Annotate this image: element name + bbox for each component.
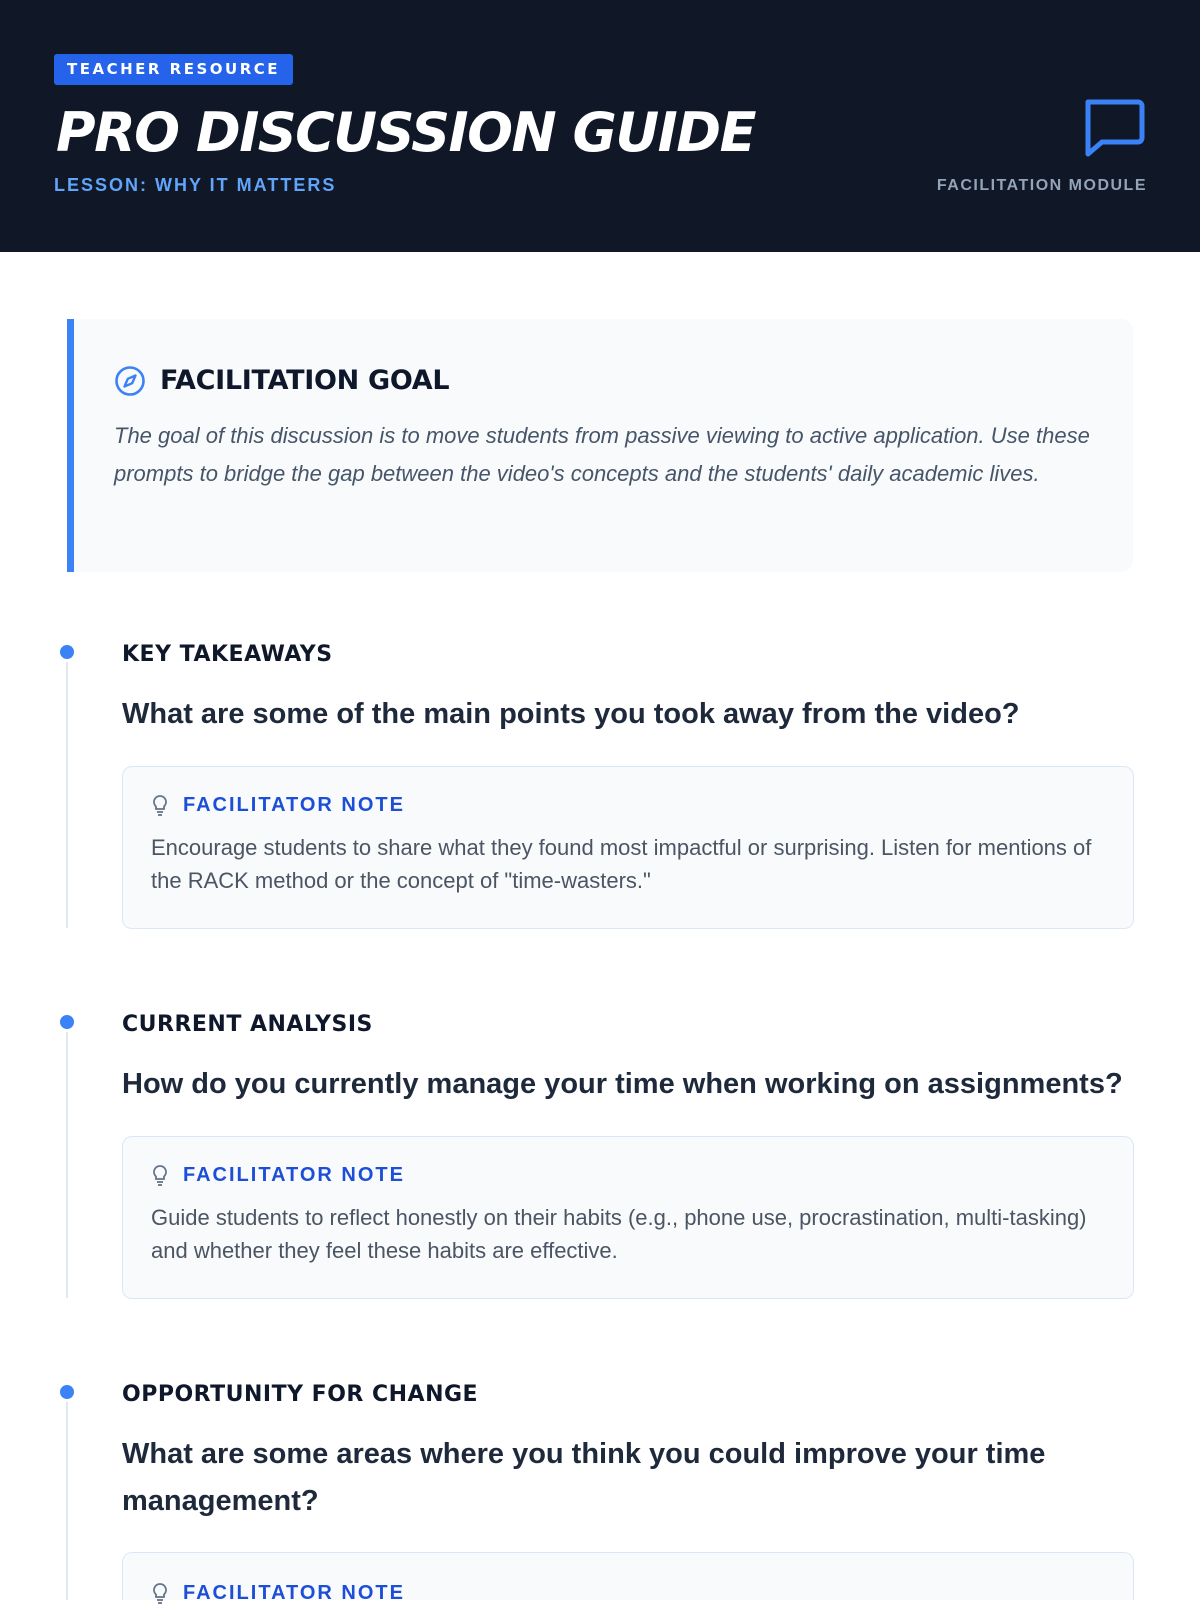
timeline-line: [66, 654, 68, 928]
facilitation-goal-text: The goal of this discussion is to move students from passive viewing to active application. Use these prompts to bridge the gap between the video's concepts and the students' daily academic lives.: [114, 423, 1090, 486]
section-question: What are some of the main points you took away from the video?: [122, 698, 1020, 730]
facilitation-module-label: FACILITATION MODULE: [936, 177, 1147, 194]
page-header: [0, 0, 1200, 252]
facilitator-note-header: [151, 1163, 1105, 1187]
section-kicker: KEY TAKEAWAYS: [122, 642, 333, 667]
section-question: What are some areas where you think you could improve your time management?: [122, 1438, 1046, 1517]
chat-bubble-icon: [1080, 96, 1146, 162]
teacher-resource-badge: TEACHER RESOURCE: [54, 54, 293, 85]
facilitator-note-header: [151, 1581, 1105, 1605]
timeline-dot: [57, 642, 77, 662]
page-title: PRO DISCUSSION GUIDE: [56, 101, 755, 164]
compass-icon: [114, 365, 146, 397]
lesson-subtitle: LESSON: WHY IT MATTERS: [54, 175, 337, 195]
facilitation-goal-card: [67, 319, 1133, 572]
facilitator-note: [122, 766, 1134, 929]
lightbulb-icon: [151, 1582, 169, 1604]
lightbulb-icon: [151, 794, 169, 816]
section-kicker: OPPORTUNITY FOR CHANGE: [122, 1382, 479, 1407]
facilitator-note-text: Encourage students to share what they found most impactful or surprising. Listen for mentions of the RACK method or the concept of "time-wasters.": [151, 835, 1092, 893]
facilitator-note-text: Guide students to reflect honestly on their habits (e.g., phone use, procrastination, multi-tasking) and whether they feel these habits are effective.: [151, 1205, 1087, 1263]
timeline-dot: [57, 1382, 77, 1402]
facilitation-goal-header: [114, 363, 1103, 399]
facilitator-note-label: FACILITATOR NOTE: [183, 794, 405, 816]
facilitator-note: [122, 1136, 1134, 1299]
section-question: How do you currently manage your time when working on assignments?: [122, 1068, 1123, 1100]
section-kicker: CURRENT ANALYSIS: [122, 1012, 373, 1037]
facilitator-note-label: FACILITATOR NOTE: [183, 1164, 405, 1186]
facilitation-goal-title: FACILITATION GOAL: [160, 365, 450, 396]
lightbulb-icon: [151, 1164, 169, 1186]
facilitator-note: [122, 1552, 1134, 1604]
facilitator-note-label: FACILITATOR NOTE: [183, 1582, 405, 1604]
timeline-line: [66, 1394, 68, 1600]
timeline-line: [66, 1024, 68, 1298]
timeline-dot: [57, 1012, 77, 1032]
facilitator-note-header: [151, 793, 1105, 817]
